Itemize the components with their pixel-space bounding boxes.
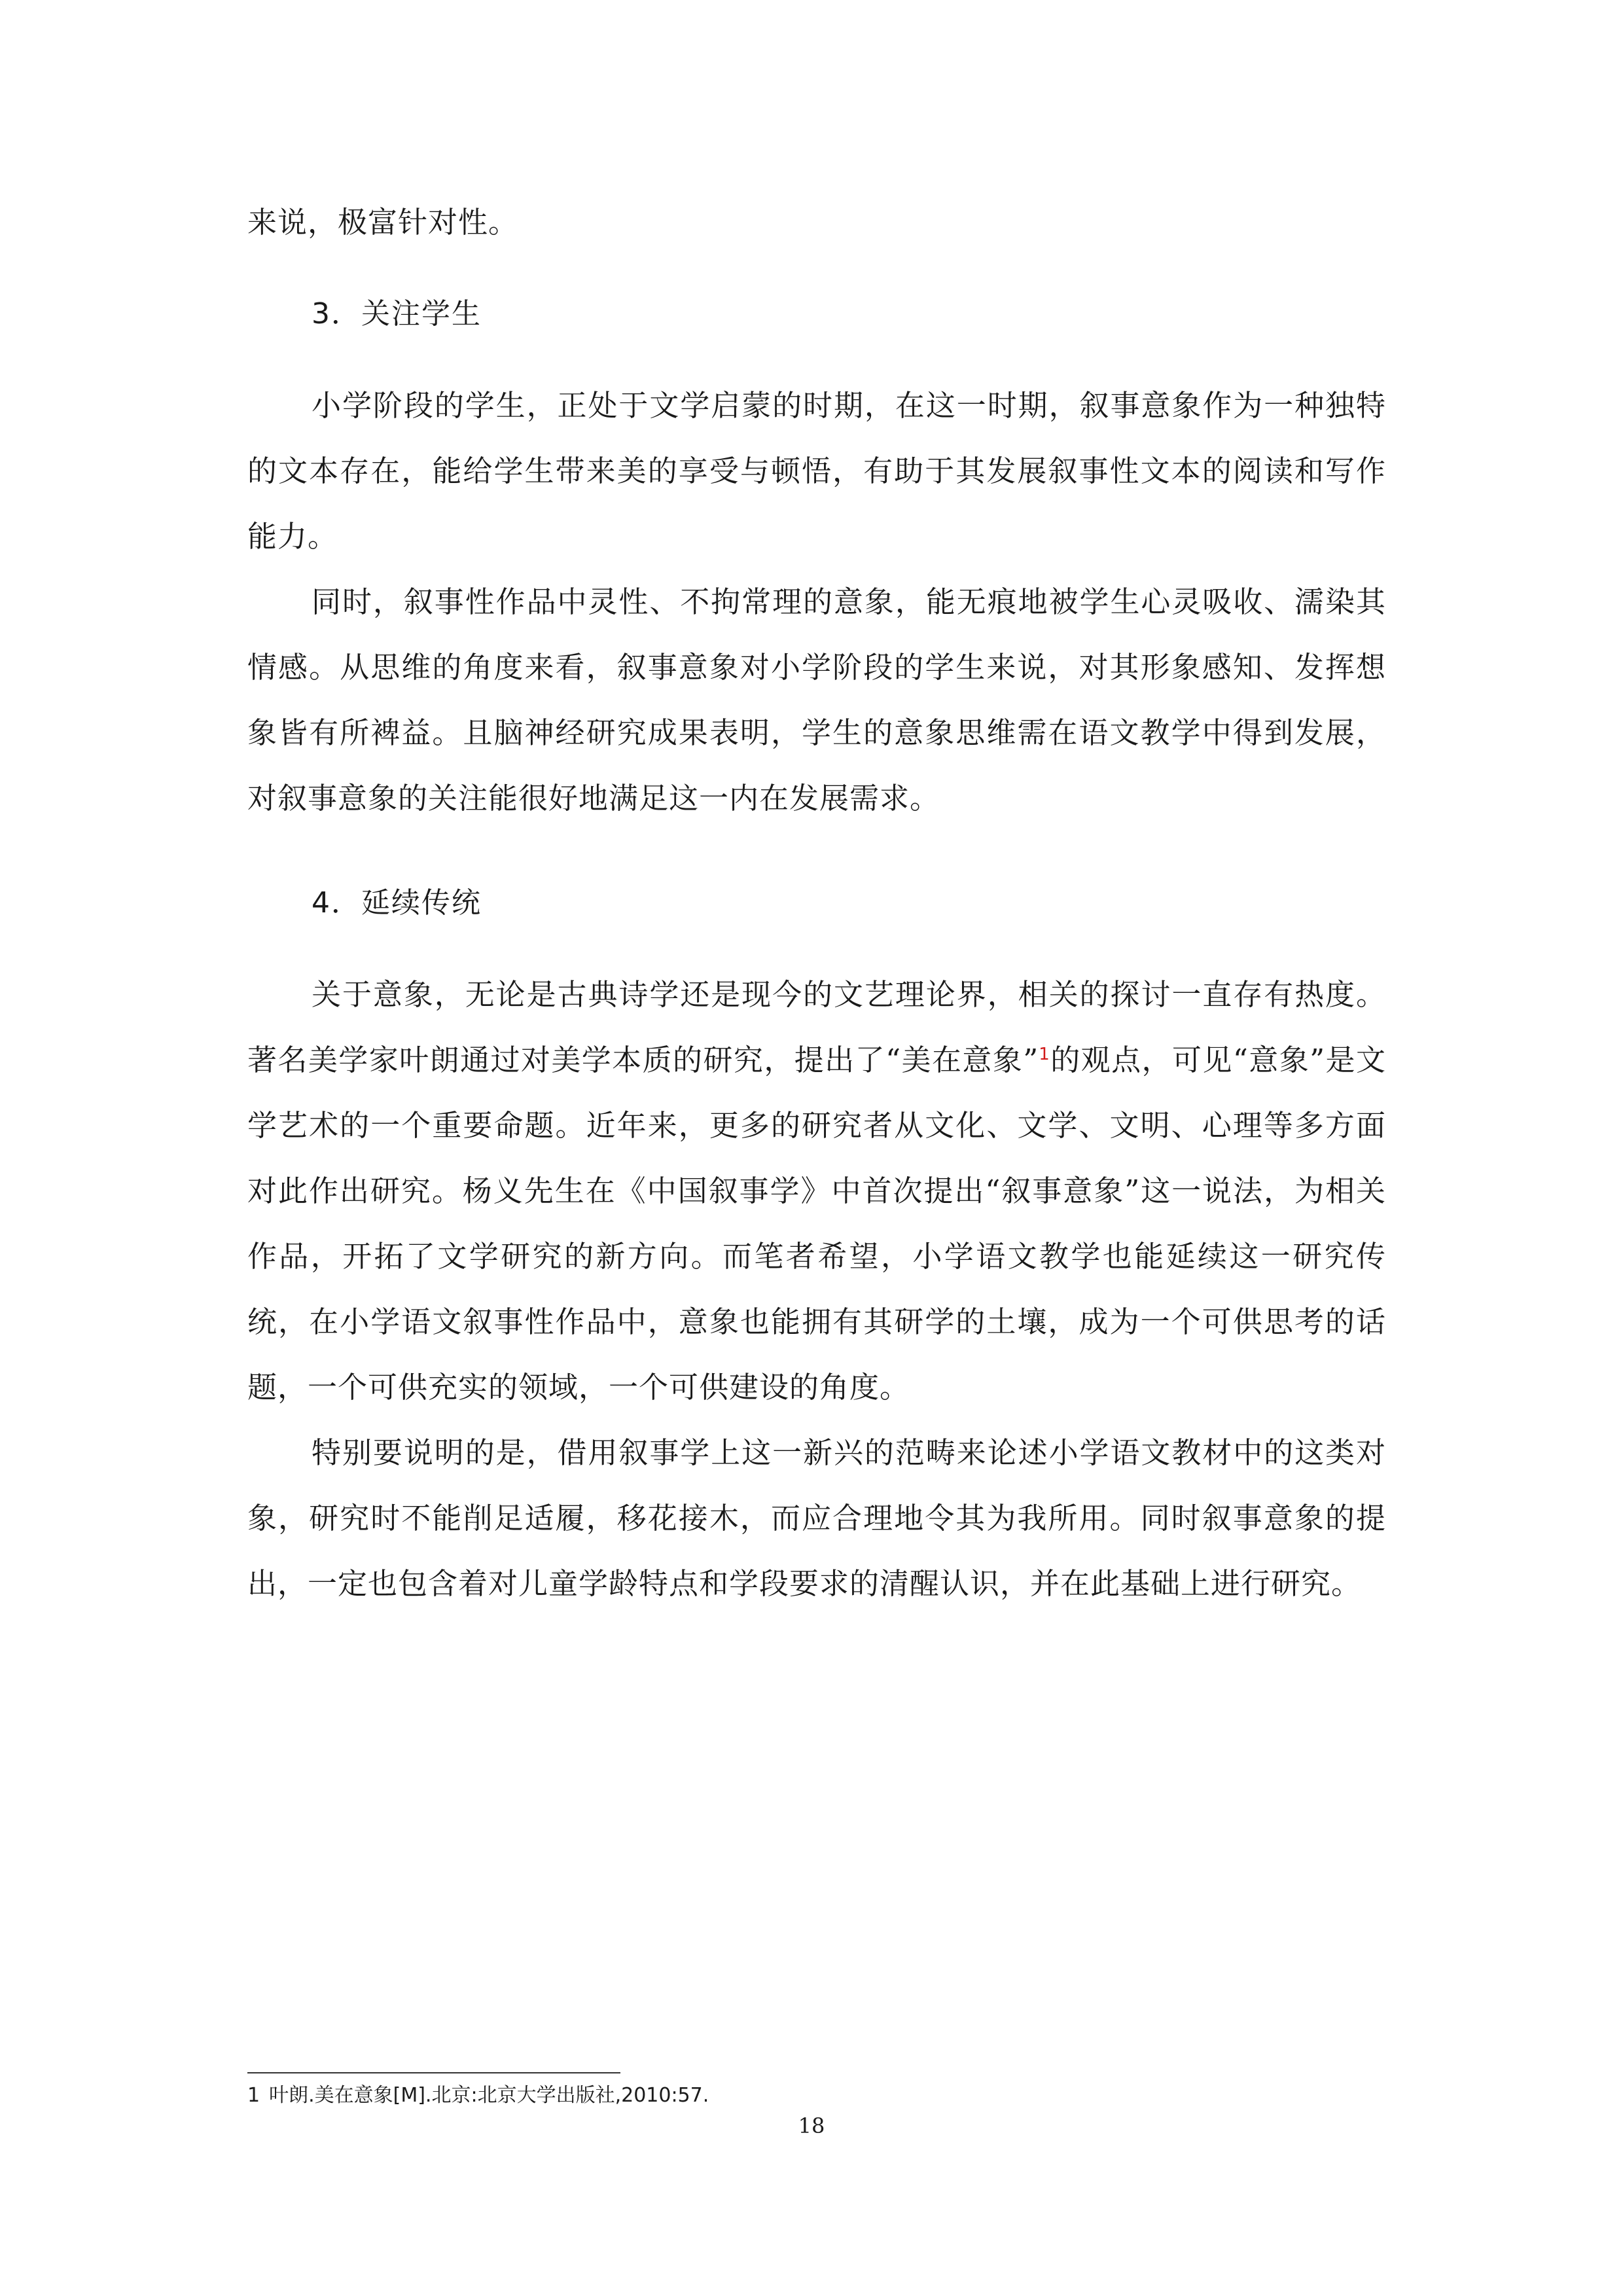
section-heading-4: 4．延续传统 [312,886,482,920]
footnote [247,2081,709,2110]
paragraph-text: 关于意象，无论是古典诗学还是现今的文艺理论界，相关的探讨一直存有热度。著名美学家叶朗通过对美学本质的研究，提出了“美在意象” [247,977,1386,1077]
page-number: 18 [798,2113,825,2138]
section-heading-3: 3．关注学生 [312,297,482,331]
paragraph-text: 的观点，可见“意象”是文学艺术的一个重要命题。近年来，更多的研究者从文化、文学、文明、心理等多方面对此作出研究。杨义先生在《中国叙事学》中首次提出“叙事意象”这一说法，为相关作品，开拓了文学研究的新方向。而笔者希望，小学语文教学也能延续这一研究传统，在小学语文叙事性作品中，意象也能拥有其研学的土壤，成为一个可供思考的话题，一个可供充实的领域，一个可供建设的角度。 [247,1043,1386,1405]
paragraph: 特别要说明的是，借用叙事学上这一新兴的范畴来论述小学语文教材中的这类对象，研究时不能削足适履，移花接木，而应合理地令其为我所用。同时叙事意象的提出，一定也包含着对儿童学龄特点和学段要求的清醒认识，并在此基础上进行研究。 [247,1435,1386,1601]
paragraph: 小学阶段的学生，正处于文学启蒙的时期，在这一时期，叙事意象作为一种独特的文本存在，能给学生带来美的享受与顿悟，有助于其发展叙事性文本的阅读和写作能力。 [247,388,1386,554]
footnote-reference[interactable]: 1 [1039,1045,1050,1064]
footnote-number: 1 [247,2084,260,2107]
continuation-paragraph: 来说，极富针对性。 [247,205,519,240]
paragraph: 同时，叙事性作品中灵性、不拘常理的意象，能无痕地被学生心灵吸收、濡染其情感。从思维的角度来看，叙事意象对小学阶段的学生来说，对其形象感知、发挥想象皆有所裨益。且脑神经研究成果表明，学生的意象思维需在语文教学中得到发展，对叙事意象的关注能很好地满足这一内在发展需求。 [247,584,1386,816]
footnote-text: 叶朗.美在意象[M].北京:北京大学出版社,2010:57. [269,2084,709,2107]
paragraph [247,962,1386,1420]
footnote-divider [247,2072,620,2073]
body-text [247,190,1386,1617]
